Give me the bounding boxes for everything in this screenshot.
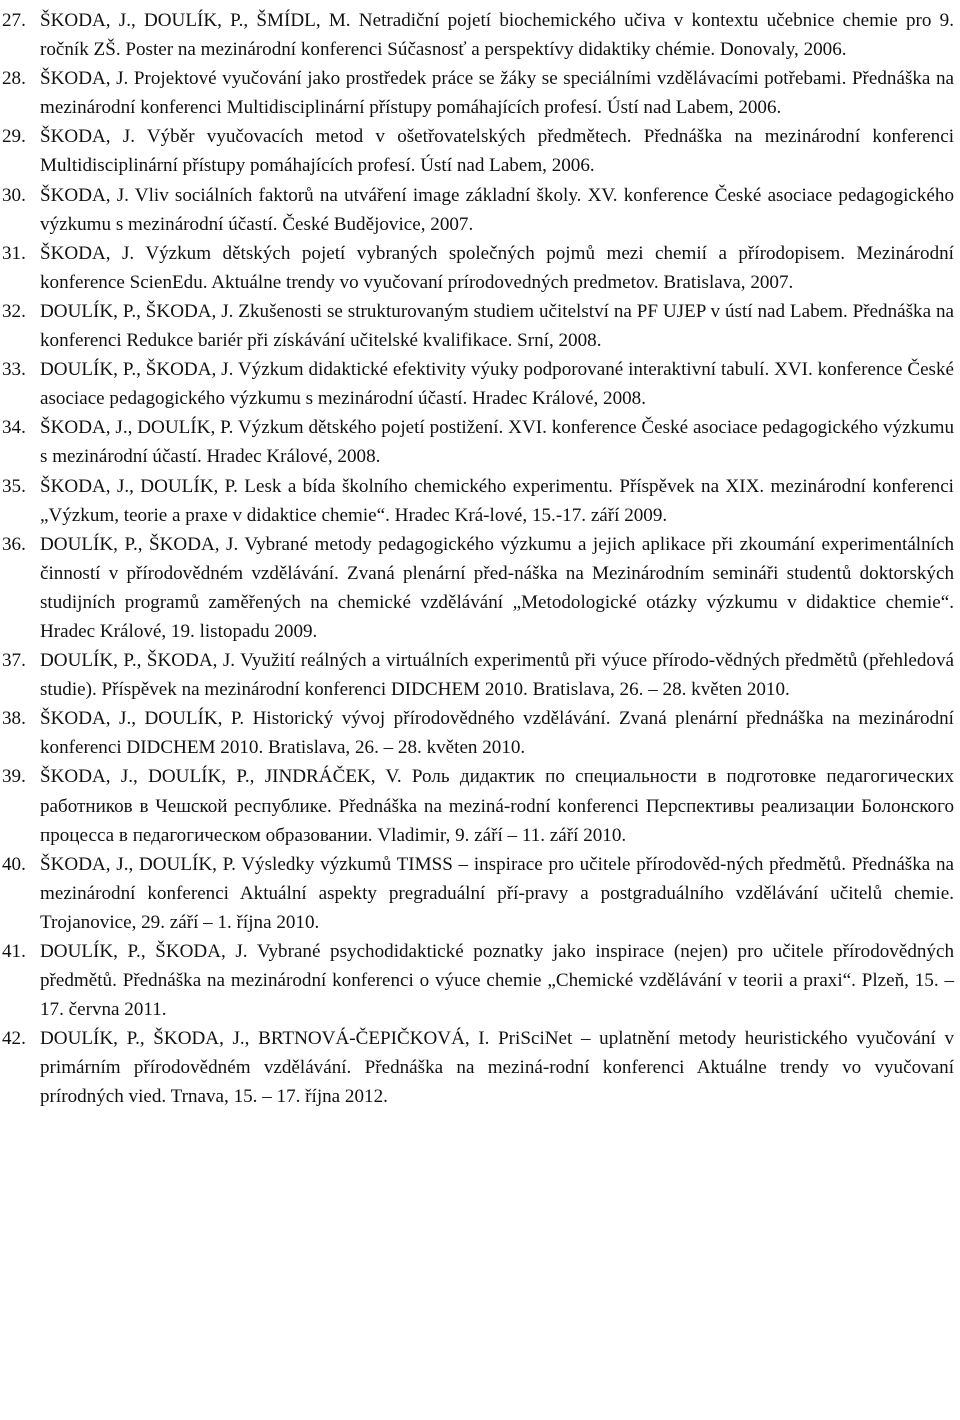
reference-text: ŠKODA, J., DOULÍK, P., JINDRÁČEK, V. Роль дидактик по специальности в подготовке педагогических работников в Чешской республике. Přednáška na meziná-rodní konferenci Перспективы реализации Болонского процесса в педагогическом образовании. Vladimir, 9. září – 11. září 2010. <box>40 766 954 846</box>
reference-item <box>2 64 954 122</box>
reference-item <box>2 937 954 1024</box>
reference-list <box>2 6 954 1112</box>
reference-item <box>2 472 954 530</box>
reference-item <box>2 704 954 762</box>
reference-text: ŠKODA, J., DOULÍK, P. Lesk a bída školního chemického experimentu. Příspěvek na XIX. mezinárodní konferenci „Výzkum, teorie a praxe v didaktice chemie“. Hradec Krá-lové, 15.-17. září 2009. <box>40 475 954 526</box>
reference-text: DOULÍK, P., ŠKODA, J. Využití reálných a virtuálních experimentů při výuce přírodo-vědných předmětů (přehledová studie). Příspěvek na mezinárodní konferenci DIDCHEM 2010. Bratislava, 26. – 28. květen 2010. <box>40 650 954 701</box>
reference-text: ŠKODA, J. Projektové vyučování jako prostředek práce se žáky se speciálními vzdělávacími potřebami. Přednáška na mezinárodní konferenci Multidisciplinární přístupy pomáhajících profesí. Ústí nad Labem, 2006. <box>40 68 954 119</box>
reference-number: 38. <box>2 708 26 730</box>
reference-text: DOULÍK, P., ŠKODA, J. Vybrané metody pedagogického výzkumu a jejich aplikace při zkoumání experimentálních činností v přírodovědném vzdělávání. Zvaná plenární před-náška na Mezinárodním semináři studentů doktorských studijních programů zaměřených na chemické vzdělávání „Metodologické otázky výzkumu v didaktice chemie“. Hradec Králové, 19. listopadu 2009. <box>40 533 954 642</box>
reference-number: 40. <box>2 853 26 875</box>
reference-text: ŠKODA, J. Výběr vyučovacích metod v ošetřovatelských předmětech. Přednáška na mezinárodní konferenci Multidisciplinární přístupy pomáhajících profesí. Ústí nad Labem, 2006. <box>40 126 954 177</box>
reference-item <box>2 413 954 471</box>
reference-text: DOULÍK, P., ŠKODA, J. Zkušenosti se strukturovaným studiem učitelství na PF UJEP v ústí nad Labem. Přednáška na konferenci Redukce bariér při získávání učitelské kvalifikace. Srní, 2008. <box>40 300 954 352</box>
reference-item <box>2 355 954 413</box>
reference-text: ŠKODA, J., DOULÍK, P. Výsledky výzkumů TIMSS – inspirace pro učitele přírodověd-ných předmětů. Přednáška na mezinárodní konferenci Aktuální aspekty pregraduální pří-pravy a postgraduálního vzdělávání učitelů chemie. Trojanovice, 29. září – 1. října 2010. <box>40 853 954 933</box>
reference-number: 36. <box>2 533 26 555</box>
reference-text: ŠKODA, J., DOULÍK, P. Historický vývoj přírodovědného vzdělávání. Zvaná plenární přednáška na mezinárodní konferenci DIDCHEM 2010. Bratislava, 26. – 28. květen 2010. <box>40 708 954 759</box>
reference-number: 42. <box>2 1028 26 1050</box>
reference-number: 30. <box>2 184 26 206</box>
reference-number: 27. <box>2 10 26 31</box>
reference-item <box>2 646 954 704</box>
reference-text: ŠKODA, J., DOULÍK, P., ŠMÍDL, M. Netradiční pojetí biochemického učiva v kontextu učebnice chemie pro 9. ročník ZŠ. Poster na mezinárodní konferenci Súčasnosť a perspektívy didaktiky chémie. Donovaly, 2006. <box>40 10 954 61</box>
reference-number: 33. <box>2 359 26 381</box>
reference-number: 35. <box>2 475 26 497</box>
reference-number: 37. <box>2 650 26 672</box>
reference-text: ŠKODA, J. Výzkum dětských pojetí vybraných společných pojmů mezi chemií a přírodopisem. Mezinárodní konference ScienEdu. Aktuálne trendy vo vyučovaní prírodovedných predmetov. Bratislava, 2007. <box>40 242 954 293</box>
reference-item <box>2 850 954 937</box>
reference-text: DOULÍK, P., ŠKODA, J., BRTNOVÁ-ČEPIČKOVÁ, I. PriSciNet – uplatnění metody heuristického vyučování v primárním přírodovědném vzdělávání. Přednáška na meziná-rodní konferenci Aktuálne trendy vo vyučovaní prírodných vied. Trnava, 15. – 17. října 2012. <box>40 1028 954 1108</box>
reference-item <box>2 181 954 239</box>
reference-text: ŠKODA, J. Vliv sociálních faktorů na utváření image základní školy. XV. konference České asociace pedagogického výzkumu s mezinárodní účastí. České Budějovice, 2007. <box>40 184 954 235</box>
reference-item <box>2 1024 954 1111</box>
reference-number: 32. <box>2 300 26 322</box>
reference-number: 41. <box>2 941 26 962</box>
reference-item <box>2 122 954 180</box>
reference-number: 28. <box>2 68 26 90</box>
reference-text: DOULÍK, P., ŠKODA, J. Výzkum didaktické efektivity výuky podporované interaktivní tabulí. XVI. konference České asociace pedagogického výzkumu s mezinárodní účastí. Hradec Králové, 2008. <box>40 359 954 410</box>
reference-item <box>2 297 954 355</box>
reference-number: 34. <box>2 417 26 439</box>
reference-item <box>2 530 954 646</box>
reference-item <box>2 239 954 297</box>
reference-text: DOULÍK, P., ŠKODA, J. Vybrané psychodidaktické poznatky jako inspirace (nejen) pro učitele přírodovědných předmětů. Přednáška na mezinárodní konferenci o výuce chemie „Chemické vzdělávání v teorii a praxi“. Plzeň, 15. – 17. června 2011. <box>40 941 954 1021</box>
reference-text: ŠKODA, J., DOULÍK, P. Výzkum dětského pojetí postižení. XVI. konference České asociace pedagogického výzkumu s mezinárodní účastí. Hradec Králové, 2008. <box>40 417 954 468</box>
reference-item <box>2 762 954 849</box>
reference-item <box>2 6 954 64</box>
reference-number: 31. <box>2 242 26 264</box>
reference-number: 29. <box>2 126 26 148</box>
reference-number: 39. <box>2 766 26 788</box>
